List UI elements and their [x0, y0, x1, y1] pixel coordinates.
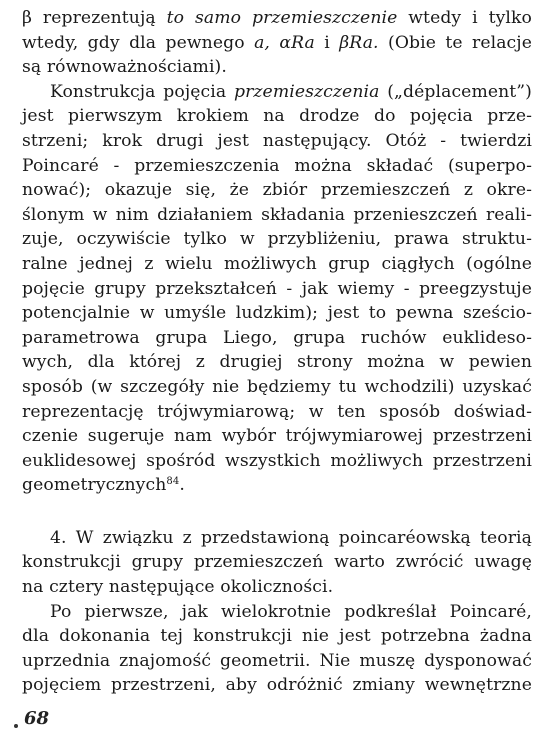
page-body — [22, 6, 532, 698]
text-line: ralne jednej z wielu możliwych grup ciągłych (ogólne — [22, 253, 532, 274]
text-line: pojęciem przestrzeni, aby odróżnić zmiany wewnętrzne — [22, 675, 532, 696]
text-line: dla dokonania tej konstrukcji nie jest potrzebna żadna — [22, 626, 532, 647]
text-run: i — [314, 32, 340, 53]
text-line: nować); okazuje się, że zbiór przemieszczeń z okre- — [22, 180, 532, 201]
paragraph-3 — [22, 526, 532, 600]
text-line: reprezentację trójwymiarową; w ten sposób doświad- — [22, 401, 532, 422]
paragraph-1 — [22, 6, 532, 80]
text-run: wtedy, gdy dla pewnego — [22, 32, 255, 53]
italic-formula: a, αRa — [254, 32, 315, 53]
paragraph-2 — [22, 80, 532, 498]
text-line: pojęcie grupy przekształceń - jak wiemy - preegzystuje — [22, 278, 532, 299]
footnote-reference: 84 — [166, 476, 180, 488]
text-run: . — [179, 475, 185, 496]
text-run: geometrycznych — [22, 475, 167, 496]
text-line: czenie sugeruje nam wybór trójwymiarowej przestrzeni — [22, 426, 532, 447]
text-line: Poincaré - przemieszczenia można składać (superpo- — [22, 155, 532, 176]
text-line — [22, 473, 532, 498]
text-run: („déplacement”) — [379, 81, 532, 102]
text-line — [22, 80, 532, 105]
text-run: wtedy i tylko — [397, 8, 532, 28]
text-line: parametrowa grupa Liego, grupa ruchów euklideso- — [22, 327, 532, 348]
text-line: uprzednia znajomość geometrii. Nie muszę dysponować — [22, 650, 532, 671]
margin-dot — [14, 724, 18, 728]
text-line: ślonym w nim działaniem składania przenieszczeń reali- — [22, 204, 532, 225]
text-line: sposób (w szczegóły nie będziemy tu wchodzili) uzyskać — [22, 376, 532, 397]
italic-term: to samo przemieszczenie — [166, 8, 398, 28]
text-line: euklidesowej spośród wszystkich możliwych przestrzeni — [22, 450, 532, 471]
paragraph-gap — [22, 498, 532, 526]
text-line: 4. W związku z przedstawioną poincaréowską teorią — [50, 527, 532, 548]
text-line — [22, 31, 532, 56]
text-line — [22, 6, 532, 31]
text-line: wych, dla której z drugiej strony można w pewien — [22, 352, 532, 373]
text-run: Konstrukcja pojęcia — [50, 81, 234, 102]
text-line: strzeni; krok drugi jest następujący. Otóż - twierdzi — [22, 130, 532, 151]
paragraph-4 — [22, 600, 532, 698]
text-line: konstrukcji grupy przemieszczeń warto zwrócić uwagę — [22, 552, 532, 573]
italic-term: przemieszczenia — [233, 81, 380, 102]
text-line: jest pierwszym krokiem na drodze do pojęcia prze- — [22, 106, 532, 127]
text-run: β reprezentują — [22, 8, 167, 28]
text-line: zuje, oczywiście tylko w przybliżeniu, prawa struktu- — [22, 229, 532, 250]
text-line: na cztery następujące okoliczności. — [22, 577, 334, 598]
page-number: 68 — [24, 708, 50, 729]
text-line: są równoważnościami). — [22, 57, 227, 78]
text-line: potencjalnie w umyśle ludzkim); jest to pewna sześcio- — [22, 303, 532, 324]
text-line: Po pierwsze, jak wielokrotnie podkreślał Poincaré, — [50, 601, 532, 622]
text-run: (Obie te relacje — [378, 32, 532, 53]
italic-formula: βRa. — [339, 32, 379, 53]
